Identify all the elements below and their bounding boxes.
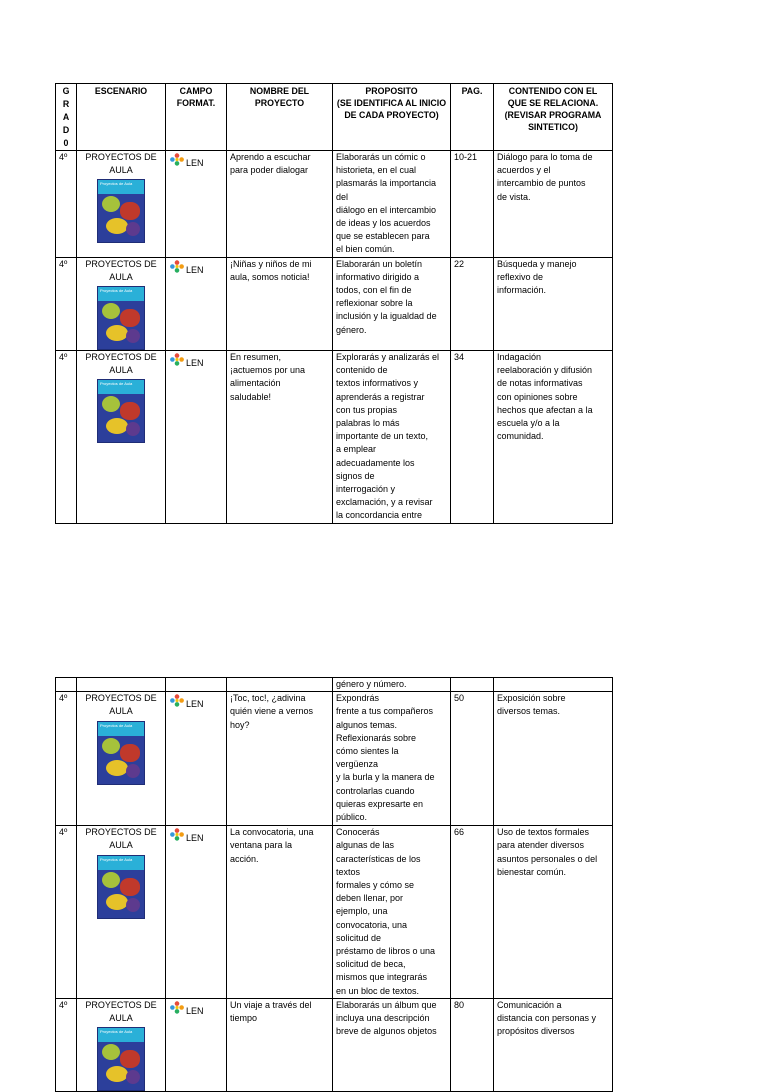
flower-icon xyxy=(169,353,185,366)
cell-proposito: Expondrás frente a tus compañeros algunos temas. Reflexionarás sobre cómo sientes la vergüenza y la burla y la manera de controlarlas cuando quieras expresarte en público. xyxy=(333,692,451,826)
cell-nombre: ¡Niñas y niños de mi aula, somos noticia! xyxy=(227,257,333,350)
campo-label: LEN xyxy=(186,158,204,168)
cell-pag: 66 xyxy=(451,826,494,999)
cell-campo xyxy=(166,998,227,1091)
cell-pag: 80 xyxy=(451,998,494,1091)
flower-icon xyxy=(169,153,185,166)
escenario-label: PROYECTOS DE AULA xyxy=(85,827,157,851)
book-cover-image xyxy=(97,1027,145,1091)
cell-grado: 4º xyxy=(56,692,77,826)
cell-nombre: Aprendo a escuchar para poder dialogar xyxy=(227,151,333,258)
cover-title: Proyectos de Aula xyxy=(100,381,133,387)
table-header-row xyxy=(56,84,613,151)
header-escenario: ESCENARIO xyxy=(77,84,166,151)
book-cover-image xyxy=(97,379,145,443)
cell-grado: 4º xyxy=(56,257,77,350)
cell-nombre: ¡Toc, toc!, ¿adivina quién viene a vernos hoy? xyxy=(227,692,333,826)
cell-escenario xyxy=(77,257,166,350)
cell-grado: 4º xyxy=(56,151,77,258)
header-nombre: NOMBRE DEL PROYECTO xyxy=(227,84,333,151)
cell-escenario xyxy=(77,998,166,1091)
cell-campo xyxy=(166,351,227,524)
continuation-proposito: género y número. xyxy=(333,678,451,692)
flower-icon xyxy=(169,1001,185,1014)
cell-contenido: Exposición sobre diversos temas. xyxy=(494,692,613,826)
cover-title: Proyectos de Aula xyxy=(100,288,133,294)
header-contenido: CONTENIDO CON EL QUE SE RELACIONA. (REVISAR PROGRAMA SINTETICO) xyxy=(494,84,613,151)
book-cover-image xyxy=(97,179,145,243)
cell-campo xyxy=(166,826,227,999)
campo-label: LEN xyxy=(186,699,204,710)
cell-pag: 34 xyxy=(451,351,494,524)
projects-table-page-1 xyxy=(55,83,613,524)
table-row xyxy=(56,257,613,350)
escenario-label: PROYECTOS DE AULA xyxy=(85,693,157,717)
projects-table-page-2 xyxy=(55,677,613,1092)
campo-label: LEN xyxy=(186,358,204,369)
header-grado: G R A D 0 xyxy=(56,84,77,151)
cell-proposito: Elaborarán un boletín informativo dirigido a todos, con el fin de reflexionar sobre la inclusión y la igualdad de género. xyxy=(333,257,451,350)
cell-grado: 4º xyxy=(56,998,77,1091)
cell-escenario xyxy=(77,826,166,999)
cover-title: Proyectos de Aula xyxy=(100,1029,133,1035)
continuation-row xyxy=(56,678,613,692)
table-row xyxy=(56,826,613,999)
cell-nombre: En resumen, ¡actuemos por una alimentación saludable! xyxy=(227,351,333,524)
cell-campo xyxy=(166,151,227,258)
cell-escenario xyxy=(77,151,166,258)
cell-proposito: Explorarás y analizarás el contenido de textos informativos y aprenderás a registrar con tus propias palabras lo más importante de un texto, a emplear adecuadamente los signos de interrogación y exclamación, y a revisar la concordancia entre xyxy=(333,351,451,524)
book-cover-image xyxy=(97,286,145,350)
cell-grado: 4º xyxy=(56,826,77,999)
cover-title: Proyectos de Aula xyxy=(100,181,133,187)
flower-icon xyxy=(169,828,185,841)
book-cover-image xyxy=(97,855,145,919)
cell-contenido: Uso de textos formales para atender diversos asuntos personales o del bienestar común. xyxy=(494,826,613,999)
cell-pag: 10-21 xyxy=(451,151,494,258)
cover-title: Proyectos de Aula xyxy=(100,856,133,862)
cell-contenido: Búsqueda y manejo reflexivo de información. xyxy=(494,257,613,350)
campo-label: LEN xyxy=(186,833,204,844)
cell-pag: 22 xyxy=(451,257,494,350)
escenario-label: PROYECTOS DE AULA xyxy=(85,152,157,176)
cover-title: Proyectos de Aula xyxy=(100,722,133,728)
cell-proposito: Conocerás algunas de las características de los textos formales y cómo se deben llenar, por ejemplo, una convocatoria, una solicitud de préstamo de libros o una solicitud de beca, mismos que integrarás en un bloc de textos. xyxy=(333,826,451,999)
cell-proposito: Elaborarás un cómic o historieta, en el cual plasmarás la importancia del diálogo en el intercambio de ideas y los acuerdos que se establecen para el bien común. xyxy=(333,151,451,258)
cell-contenido: Diálogo para lo toma de acuerdos y el intercambio de puntos de vista. xyxy=(494,151,613,258)
cell-campo xyxy=(166,692,227,826)
escenario-label: PROYECTOS DE AULA xyxy=(85,352,157,376)
book-cover-image xyxy=(97,721,145,785)
cell-campo xyxy=(166,257,227,350)
cell-pag: 50 xyxy=(451,692,494,826)
table-row xyxy=(56,692,613,826)
cell-grado: 4º xyxy=(56,351,77,524)
header-proposito: PROPOSITO (SE IDENTIFICA AL INICIO DE CADA PROYECTO) xyxy=(333,84,451,151)
header-pag: PAG. xyxy=(451,84,494,151)
flower-icon xyxy=(169,694,185,707)
campo-label: LEN xyxy=(186,264,204,275)
cell-escenario xyxy=(77,351,166,524)
header-campo: CAMPO FORMAT. xyxy=(166,84,227,151)
cell-nombre: La convocatoria, una ventana para la acción. xyxy=(227,826,333,999)
campo-label: LEN xyxy=(186,1005,204,1016)
cell-nombre: Un viaje a través del tiempo xyxy=(227,998,333,1091)
cell-contenido: Comunicación a distancia con personas y propósitos diversos xyxy=(494,998,613,1091)
table-row xyxy=(56,351,613,524)
table-row xyxy=(56,998,613,1091)
cell-contenido: Indagación reelaboración y difusión de notas informativas con opiniones sobre hechos que afectan a la escuela y/o a la comunidad. xyxy=(494,351,613,524)
escenario-label: PROYECTOS DE AULA xyxy=(85,258,157,282)
cell-escenario xyxy=(77,692,166,826)
table-row xyxy=(56,151,613,258)
cell-proposito: Elaborarás un álbum que incluya una descripción breve de algunos objetos xyxy=(333,998,451,1091)
escenario-label: PROYECTOS DE AULA xyxy=(85,999,157,1024)
flower-icon xyxy=(169,260,185,273)
